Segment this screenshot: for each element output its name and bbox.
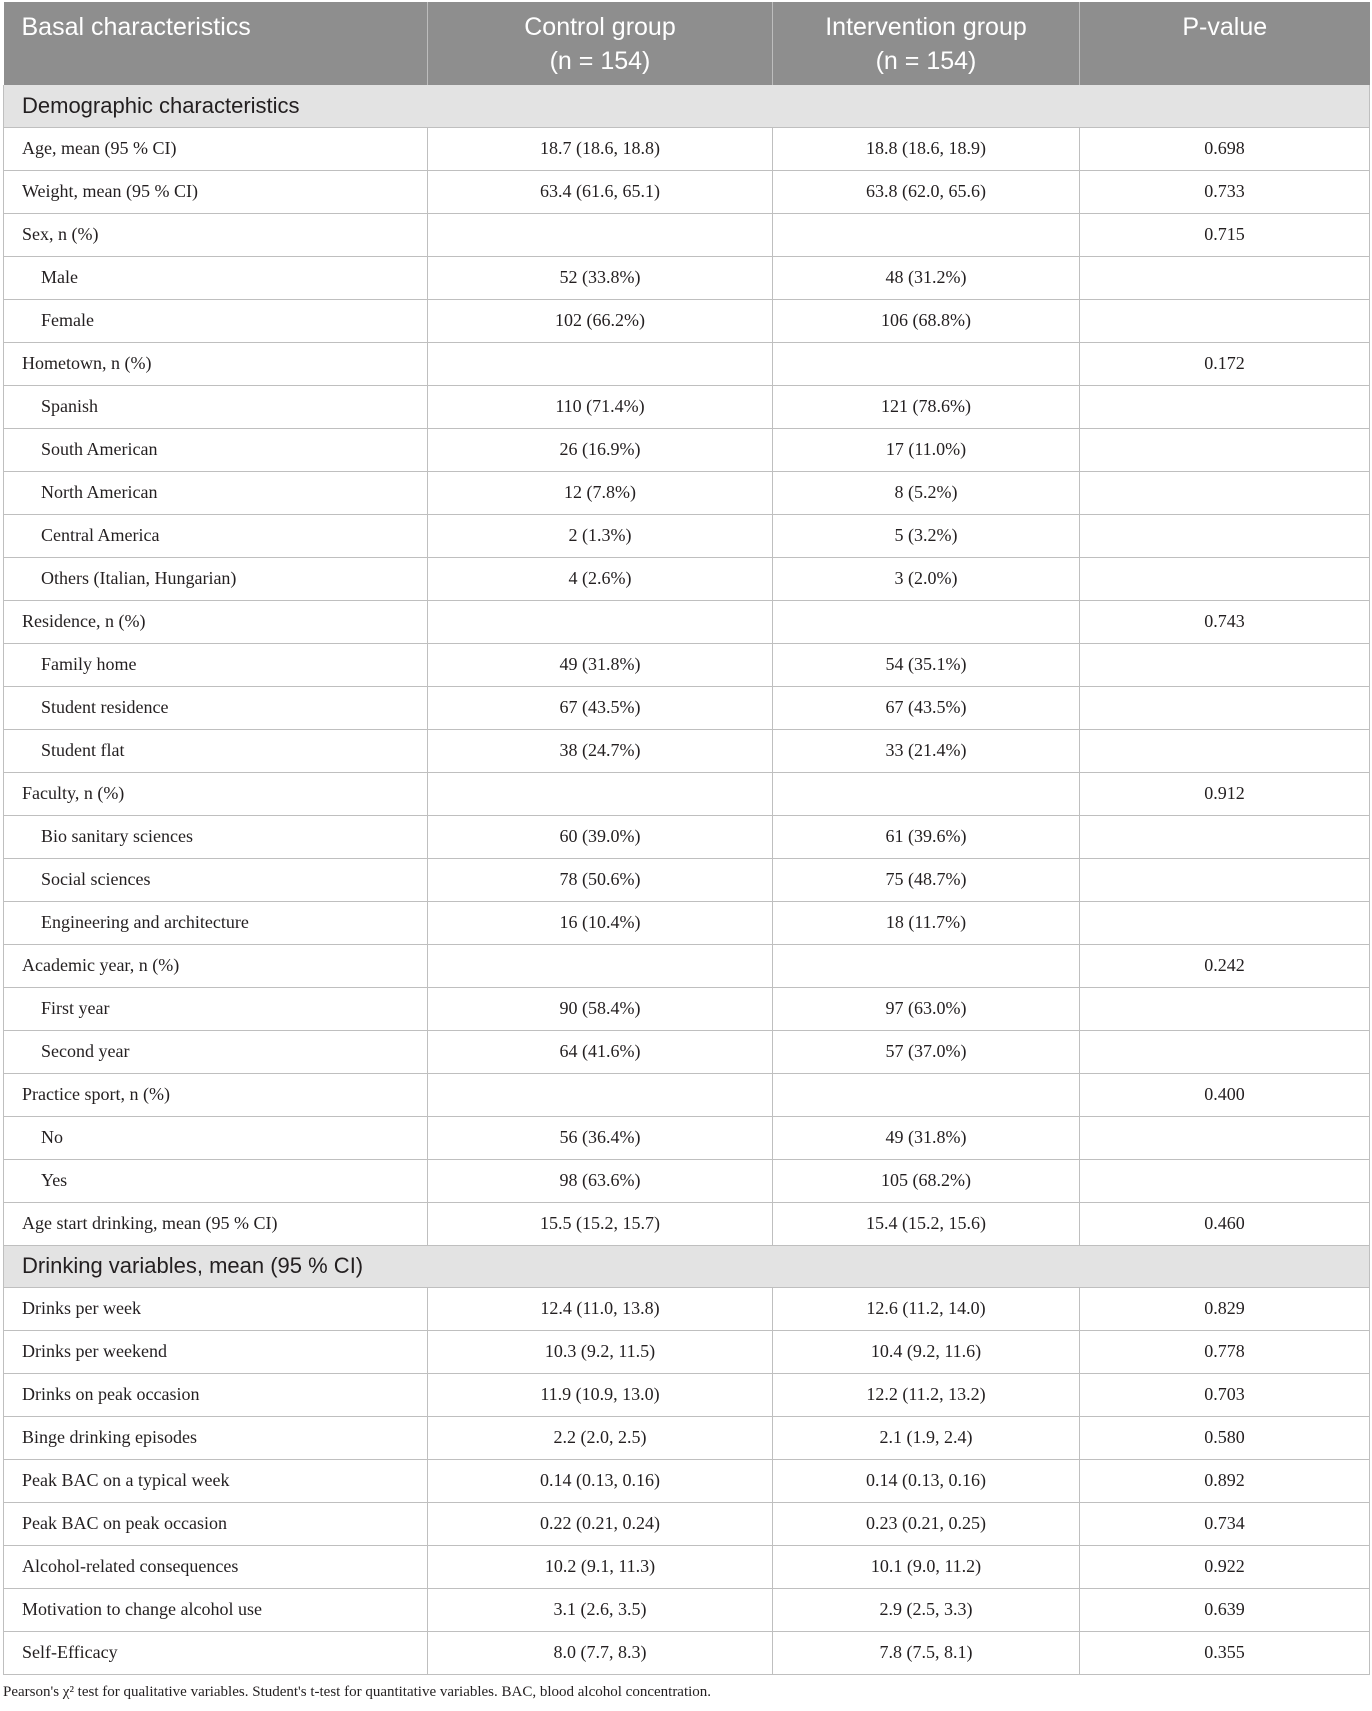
- p-value: [1080, 1030, 1370, 1073]
- p-value: 0.733: [1080, 170, 1370, 213]
- header-row: [4, 2, 1370, 85]
- row-label: First year: [4, 987, 428, 1030]
- intervention-value: 2.1 (1.9, 2.4): [773, 1416, 1080, 1459]
- intervention-value: 0.23 (0.21, 0.25): [773, 1502, 1080, 1545]
- p-value: 0.242: [1080, 944, 1370, 987]
- p-value: [1080, 815, 1370, 858]
- control-value: [428, 600, 773, 643]
- intervention-value: 61 (39.6%): [773, 815, 1080, 858]
- header-intervention-group: [773, 2, 1080, 85]
- control-value: 3.1 (2.6, 3.5): [428, 1588, 773, 1631]
- table-row: [4, 858, 1370, 901]
- table-row: [4, 1287, 1370, 1330]
- row-label: Student flat: [4, 729, 428, 772]
- row-label: Age start drinking, mean (95 % CI): [4, 1202, 428, 1245]
- p-value: 0.734: [1080, 1502, 1370, 1545]
- p-value: [1080, 514, 1370, 557]
- table-row: [4, 256, 1370, 299]
- control-value: 11.9 (10.9, 13.0): [428, 1373, 773, 1416]
- row-label: Engineering and architecture: [4, 901, 428, 944]
- control-value: 4 (2.6%): [428, 557, 773, 600]
- intervention-value: 10.1 (9.0, 11.2): [773, 1545, 1080, 1588]
- p-value: 0.715: [1080, 213, 1370, 256]
- row-label: South American: [4, 428, 428, 471]
- control-value: 90 (58.4%): [428, 987, 773, 1030]
- intervention-value: 48 (31.2%): [773, 256, 1080, 299]
- p-value: 0.743: [1080, 600, 1370, 643]
- table-row: [4, 772, 1370, 815]
- row-label: No: [4, 1116, 428, 1159]
- row-label: Family home: [4, 643, 428, 686]
- p-value: 0.829: [1080, 1287, 1370, 1330]
- intervention-value: 7.8 (7.5, 8.1): [773, 1631, 1080, 1674]
- p-value: 0.778: [1080, 1330, 1370, 1373]
- table-row: [4, 1159, 1370, 1202]
- control-value: 26 (16.9%): [428, 428, 773, 471]
- control-value: 49 (31.8%): [428, 643, 773, 686]
- table-row: [4, 1116, 1370, 1159]
- table-row: [4, 729, 1370, 772]
- row-label: Social sciences: [4, 858, 428, 901]
- header-basal-characteristics: Basal characteristics: [4, 2, 428, 85]
- p-value: [1080, 1159, 1370, 1202]
- p-value: [1080, 471, 1370, 514]
- section-header-row: [4, 85, 1370, 127]
- control-value: 110 (71.4%): [428, 385, 773, 428]
- table-row: [4, 1631, 1370, 1674]
- table-row: [4, 1502, 1370, 1545]
- intervention-value: 12.6 (11.2, 14.0): [773, 1287, 1080, 1330]
- control-value: 10.3 (9.2, 11.5): [428, 1330, 773, 1373]
- table-row: [4, 1416, 1370, 1459]
- header-control-group-label: Control group: [524, 13, 676, 41]
- section-title: Drinking variables, mean (95 % CI): [4, 1245, 1370, 1287]
- table-row: [4, 1202, 1370, 1245]
- p-value: [1080, 385, 1370, 428]
- intervention-value: [773, 600, 1080, 643]
- table-row: [4, 170, 1370, 213]
- control-value: 2 (1.3%): [428, 514, 773, 557]
- row-label: Alcohol-related consequences: [4, 1545, 428, 1588]
- baseline-characteristics-table: [3, 2, 1370, 1675]
- row-label: Drinks per week: [4, 1287, 428, 1330]
- intervention-value: 17 (11.0%): [773, 428, 1080, 471]
- table-row: [4, 600, 1370, 643]
- table-row: [4, 1588, 1370, 1631]
- table-row: [4, 643, 1370, 686]
- control-value: 8.0 (7.7, 8.3): [428, 1631, 773, 1674]
- control-value: 0.22 (0.21, 0.24): [428, 1502, 773, 1545]
- row-label: North American: [4, 471, 428, 514]
- table-row: [4, 944, 1370, 987]
- header-intervention-group-n: (n = 154): [875, 47, 977, 75]
- intervention-value: 12.2 (11.2, 13.2): [773, 1373, 1080, 1416]
- intervention-value: [773, 213, 1080, 256]
- row-label: Student residence: [4, 686, 428, 729]
- control-value: 64 (41.6%): [428, 1030, 773, 1073]
- intervention-value: 67 (43.5%): [773, 686, 1080, 729]
- control-value: 18.7 (18.6, 18.8): [428, 127, 773, 170]
- row-label: Self-Efficacy: [4, 1631, 428, 1674]
- intervention-value: 121 (78.6%): [773, 385, 1080, 428]
- row-label: Bio sanitary sciences: [4, 815, 428, 858]
- intervention-value: [773, 772, 1080, 815]
- row-label: Spanish: [4, 385, 428, 428]
- row-label: Age, mean (95 % CI): [4, 127, 428, 170]
- table-row: [4, 428, 1370, 471]
- intervention-value: 105 (68.2%): [773, 1159, 1080, 1202]
- row-label: Yes: [4, 1159, 428, 1202]
- table-row: [4, 1459, 1370, 1502]
- intervention-value: 57 (37.0%): [773, 1030, 1080, 1073]
- table-row: [4, 901, 1370, 944]
- table-header: [4, 2, 1370, 85]
- control-value: 102 (66.2%): [428, 299, 773, 342]
- row-label: Motivation to change alcohol use: [4, 1588, 428, 1631]
- control-value: 52 (33.8%): [428, 256, 773, 299]
- p-value: 0.912: [1080, 772, 1370, 815]
- p-value: 0.698: [1080, 127, 1370, 170]
- table-row: [4, 987, 1370, 1030]
- intervention-value: 0.14 (0.13, 0.16): [773, 1459, 1080, 1502]
- p-value: [1080, 901, 1370, 944]
- p-value: [1080, 686, 1370, 729]
- header-control-group: [428, 2, 773, 85]
- p-value: [1080, 729, 1370, 772]
- control-value: [428, 1073, 773, 1116]
- row-label: Residence, n (%): [4, 600, 428, 643]
- p-value: [1080, 557, 1370, 600]
- p-value: 0.400: [1080, 1073, 1370, 1116]
- p-value: [1080, 643, 1370, 686]
- p-value: [1080, 256, 1370, 299]
- table-body: [4, 85, 1370, 1674]
- table-row: [4, 514, 1370, 557]
- row-label: Others (Italian, Hungarian): [4, 557, 428, 600]
- row-label: Drinks per weekend: [4, 1330, 428, 1373]
- intervention-value: 5 (3.2%): [773, 514, 1080, 557]
- baseline-characteristics-table-container: [3, 2, 1369, 1675]
- table-footnote: Pearson's χ² test for qualitative variables. Student's t-test for quantitative variables. BAC, blood alcohol concentration.: [3, 1684, 712, 1700]
- p-value: [1080, 428, 1370, 471]
- intervention-value: 106 (68.8%): [773, 299, 1080, 342]
- intervention-value: 15.4 (15.2, 15.6): [773, 1202, 1080, 1245]
- p-value: 0.703: [1080, 1373, 1370, 1416]
- row-label: Weight, mean (95 % CI): [4, 170, 428, 213]
- row-label: Academic year, n (%): [4, 944, 428, 987]
- p-value: [1080, 299, 1370, 342]
- control-value: 2.2 (2.0, 2.5): [428, 1416, 773, 1459]
- intervention-value: 10.4 (9.2, 11.6): [773, 1330, 1080, 1373]
- intervention-value: 33 (21.4%): [773, 729, 1080, 772]
- table-row: [4, 127, 1370, 170]
- header-p-value: P-value: [1080, 2, 1370, 85]
- control-value: 98 (63.6%): [428, 1159, 773, 1202]
- row-label: Second year: [4, 1030, 428, 1073]
- p-value: 0.922: [1080, 1545, 1370, 1588]
- row-label: Faculty, n (%): [4, 772, 428, 815]
- table-row: [4, 1030, 1370, 1073]
- row-label: Sex, n (%): [4, 213, 428, 256]
- control-value: 10.2 (9.1, 11.3): [428, 1545, 773, 1588]
- p-value: 0.580: [1080, 1416, 1370, 1459]
- control-value: 12.4 (11.0, 13.8): [428, 1287, 773, 1330]
- table-row: [4, 471, 1370, 514]
- control-value: 15.5 (15.2, 15.7): [428, 1202, 773, 1245]
- control-value: 78 (50.6%): [428, 858, 773, 901]
- table-row: [4, 1330, 1370, 1373]
- intervention-value: 97 (63.0%): [773, 987, 1080, 1030]
- row-label: Female: [4, 299, 428, 342]
- intervention-value: 18 (11.7%): [773, 901, 1080, 944]
- table-row: [4, 686, 1370, 729]
- table-row: [4, 1545, 1370, 1588]
- control-value: 67 (43.5%): [428, 686, 773, 729]
- table-row: [4, 342, 1370, 385]
- row-label: Hometown, n (%): [4, 342, 428, 385]
- section-title: Demographic characteristics: [4, 85, 1370, 127]
- intervention-value: 2.9 (2.5, 3.3): [773, 1588, 1080, 1631]
- row-label: Male: [4, 256, 428, 299]
- row-label: Drinks on peak occasion: [4, 1373, 428, 1416]
- control-value: 12 (7.8%): [428, 471, 773, 514]
- control-value: [428, 772, 773, 815]
- control-value: 56 (36.4%): [428, 1116, 773, 1159]
- p-value: [1080, 1116, 1370, 1159]
- p-value: 0.172: [1080, 342, 1370, 385]
- intervention-value: 75 (48.7%): [773, 858, 1080, 901]
- intervention-value: 8 (5.2%): [773, 471, 1080, 514]
- p-value: 0.892: [1080, 1459, 1370, 1502]
- control-value: [428, 213, 773, 256]
- intervention-value: 63.8 (62.0, 65.6): [773, 170, 1080, 213]
- row-label: Peak BAC on peak occasion: [4, 1502, 428, 1545]
- control-value: 0.14 (0.13, 0.16): [428, 1459, 773, 1502]
- p-value: 0.460: [1080, 1202, 1370, 1245]
- control-value: 60 (39.0%): [428, 815, 773, 858]
- p-value: 0.639: [1080, 1588, 1370, 1631]
- control-value: [428, 342, 773, 385]
- control-value: 38 (24.7%): [428, 729, 773, 772]
- header-control-group-n: (n = 154): [549, 47, 651, 75]
- table-row: [4, 385, 1370, 428]
- section-header-row: [4, 1245, 1370, 1287]
- table-row: [4, 299, 1370, 342]
- p-value: 0.355: [1080, 1631, 1370, 1674]
- p-value: [1080, 858, 1370, 901]
- table-row: [4, 1073, 1370, 1116]
- row-label: Practice sport, n (%): [4, 1073, 428, 1116]
- table-row: [4, 213, 1370, 256]
- intervention-value: [773, 1073, 1080, 1116]
- intervention-value: 49 (31.8%): [773, 1116, 1080, 1159]
- table-row: [4, 815, 1370, 858]
- intervention-value: 3 (2.0%): [773, 557, 1080, 600]
- p-value: [1080, 987, 1370, 1030]
- control-value: 63.4 (61.6, 65.1): [428, 170, 773, 213]
- row-label: Binge drinking episodes: [4, 1416, 428, 1459]
- control-value: [428, 944, 773, 987]
- table-row: [4, 1373, 1370, 1416]
- intervention-value: 18.8 (18.6, 18.9): [773, 127, 1080, 170]
- row-label: Central America: [4, 514, 428, 557]
- intervention-value: [773, 342, 1080, 385]
- control-value: 16 (10.4%): [428, 901, 773, 944]
- table-row: [4, 557, 1370, 600]
- row-label: Peak BAC on a typical week: [4, 1459, 428, 1502]
- header-intervention-group-label: Intervention group: [825, 13, 1027, 41]
- intervention-value: [773, 944, 1080, 987]
- intervention-value: 54 (35.1%): [773, 643, 1080, 686]
